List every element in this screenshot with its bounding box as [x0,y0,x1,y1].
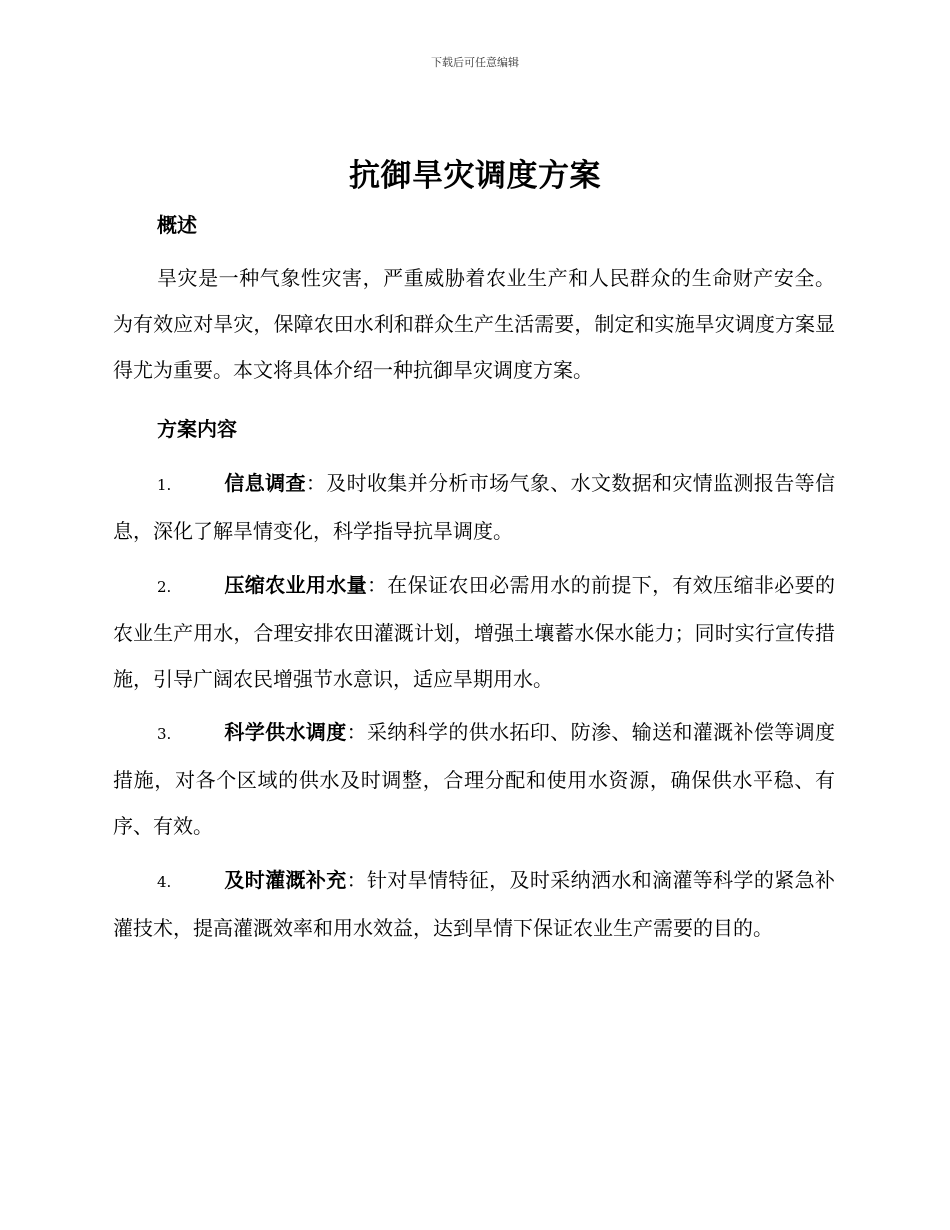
list-item-number: 2. [157,578,172,596]
document-title: 抗御旱灾调度方案 [349,158,601,194]
list-item-text: ：在保证农田必需用水的前提下，有效压缩非必要的农业生产用水，合理安排农田灌溉计划，增强土壤蓄水保水能力；同时实行宣传措施，引导广阔农民增强节水意识，适应旱期用水。 [113,573,836,691]
list-item-2 [113,562,835,702]
list-item-4 [113,857,835,951]
section-heading-content: 方案内容 [157,417,237,441]
list-item-label: 科学供水调度 [224,720,347,744]
list-item-label: 压缩农业用水量 [224,573,367,597]
list-item-text: ：针对旱情特征，及时采纳洒水和滴灌等科学的紧急补灌技术，提高灌溉效率和用水效益，达到旱情下保证农业生产需要的目的。 [113,868,836,940]
list-item-1 [113,460,835,554]
list-item-text: ：及时收集并分析市场气象、水文数据和灾情监测报告等信息，深化了解旱情变化，科学指导抗旱调度。 [113,471,836,543]
list-item-label: 信息调查 [224,471,306,495]
list-item-label: 及时灌溉补充 [224,868,347,892]
list-item-number: 4. [157,873,172,891]
overview-paragraph: 旱灾是一种气象性灾害，严重威胁着农业生产和人民群众的生命财产安全。为有效应对旱灾，保障农田水利和群众生产生活需要，制定和实施旱灾调度方案显得尤为重要。本文将具体介绍一种抗御旱灾调度方案。 [113,266,835,382]
list-item-number: 1. [157,476,172,494]
header-note: 下载后可任意编辑 [431,56,519,69]
section-heading-overview: 概述 [157,213,197,237]
list-item-text: ：采纳科学的供水拓印、防渗、输送和灌溉补偿等调度措施，对各个区域的供水及时调整，合理分配和使用水资源，确保供水平稳、有序、有效。 [113,720,836,838]
list-item-3 [113,709,835,849]
list-item-number: 3. [157,725,172,743]
